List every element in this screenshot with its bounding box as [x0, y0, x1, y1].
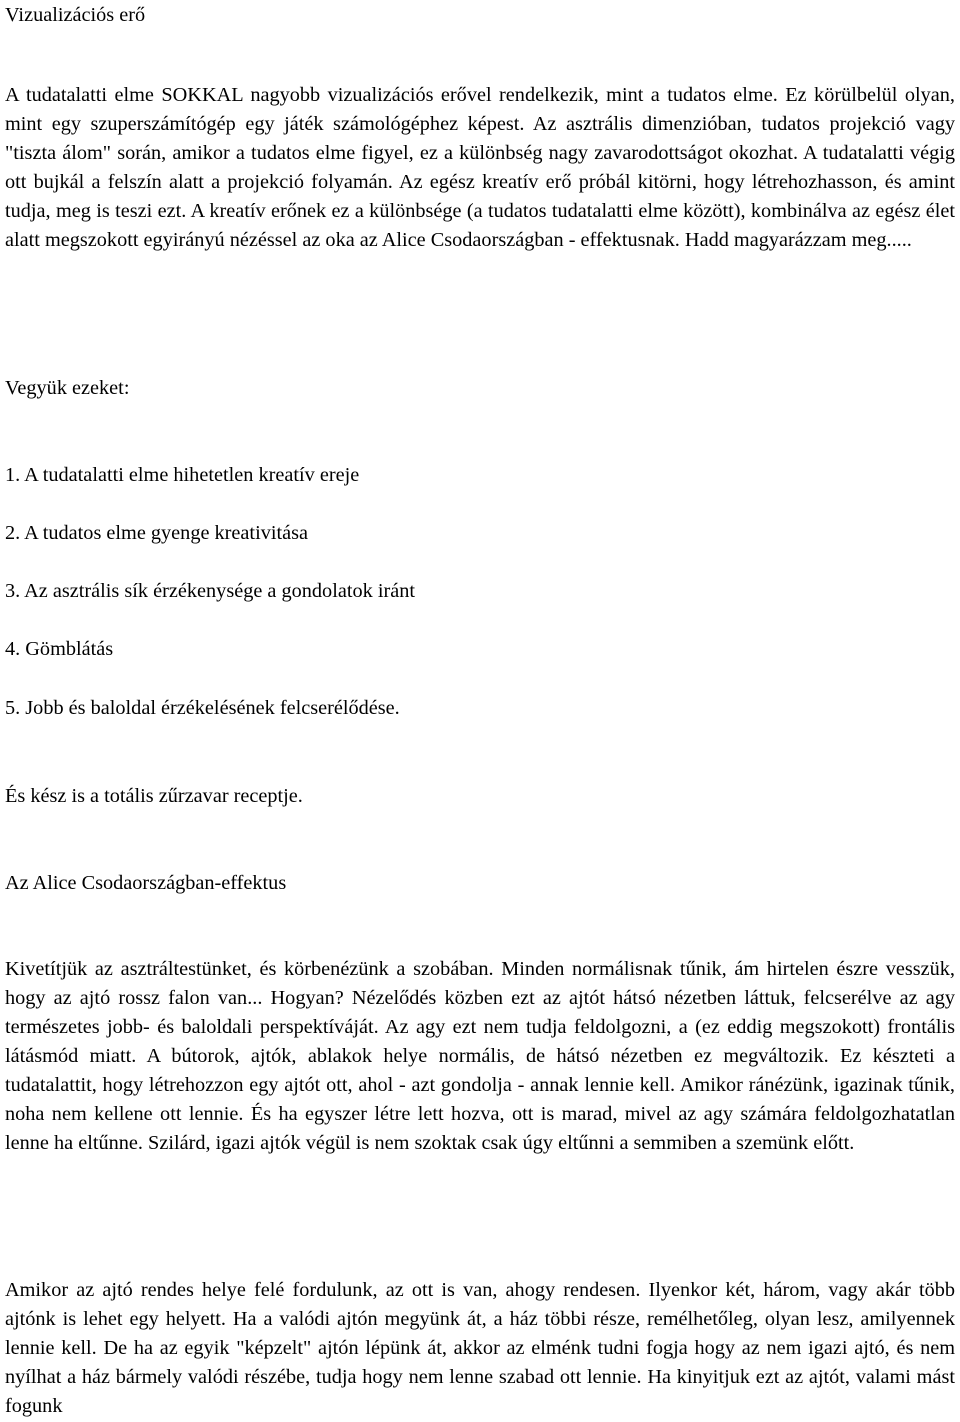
list-item: 3. Az asztrális sík érzékenysége a gondolatok iránt [5, 580, 415, 602]
paragraph-door: Amikor az ajtó rendes helye felé fordulunk, az ott is van, ahogy rendesen. Ilyenkor két, három, vagy akár több ajtónk is lehet egy helyett. Ha a valódi ajtón megyünk át, a ház többi része, remélhetőleg, olyan lesz, amilyennek lennie kell. De ha az egyik "képzelt" ajtón lépünk át, akkor az elménk tudni fogja hogy az nem igazi ajtó, és nem nyílhat a ház bármely valódi részébe, tudja hogy nem lenne szabad ott lennie. Ha kinyitjuk ezt az ajtót, valami mást fogunk [5, 1279, 955, 1417]
section-heading: Az Alice Csodaországban-effektus [5, 872, 287, 894]
list-item: 2. A tudatos elme gyenge kreativitása [5, 522, 309, 544]
list-item: 4. Gömblátás [5, 638, 114, 660]
paragraph-alice-effect: Kivetítjük az asztráltestünket, és körbenézünk a szobában. Minden normálisnak tűnik, ám hirtelen észre vesszük, hogy az ajtó rossz falon van... Hogyan? Nézelődés közben ezt az ajtót hátsó nézetben láttuk, felcserélve az agy természetes jobb- és baloldali perspektíváját. Az agy ezt nem tudja feldolgozni, a (ez eddig megszokott) frontális látásmód miatt. A bútorok, ajtók, ablakok helye normális, de hátsó nézetben ez megváltozik. Ez készteti a tudatalattit, hogy létrehozzon egy ajtót ott, ahol - azt gondolja - annak lennie kell. Amikor ránézünk, igazinak tűnik, noha nem kellene ott lennie. És ha egyszer létre lett hozva, ott is marad, mivel az agy számára feldolgozhatatlan lenne ha eltűnne. Szilárd, igazi ajtók végül is nem szoktak csak úgy eltűnni a semmiben a szemünk előtt. [5, 958, 955, 1154]
paragraph-intro: A tudatalatti elme SOKKAL nagyobb vizualizációs erővel rendelkezik, mint a tudatos elme. Ez körülbelül olyan, mint egy szuperszámítógép egy játék számológéphez képest. Az asztrális dimenzióban, tudatos projekció vagy "tiszta álom" során, amikor a tudatos elme figyel, ez a különbség nagy zavarodottságot okozhat. A tudatalatti végig ott bujkál a felszín alatt a projekció folyamán. Az egész kreatív erő próbál kitörni, hogy létrehozhasson, és amint tudja, meg is teszi ezt. A kreatív erőnek ez a különbsége (a tudatos tudatalatti elme között), kombinálva az egész élet alatt megszokott egyirányú nézéssel az oka az Alice Csodaországban - effektusnak. Hadd magyarázzam meg..... [5, 84, 955, 251]
list-item: 5. Jobb és baloldal érzékelésének felcserélődése. [5, 697, 400, 719]
page-title: Vizualizációs erő [5, 4, 146, 26]
list-item: 1. A tudatalatti elme hihetetlen kreatív ereje [5, 464, 360, 486]
list-intro: Vegyük ezeket: [5, 377, 130, 399]
conclusion-line: És kész is a totális zűrzavar receptje. [5, 785, 303, 807]
